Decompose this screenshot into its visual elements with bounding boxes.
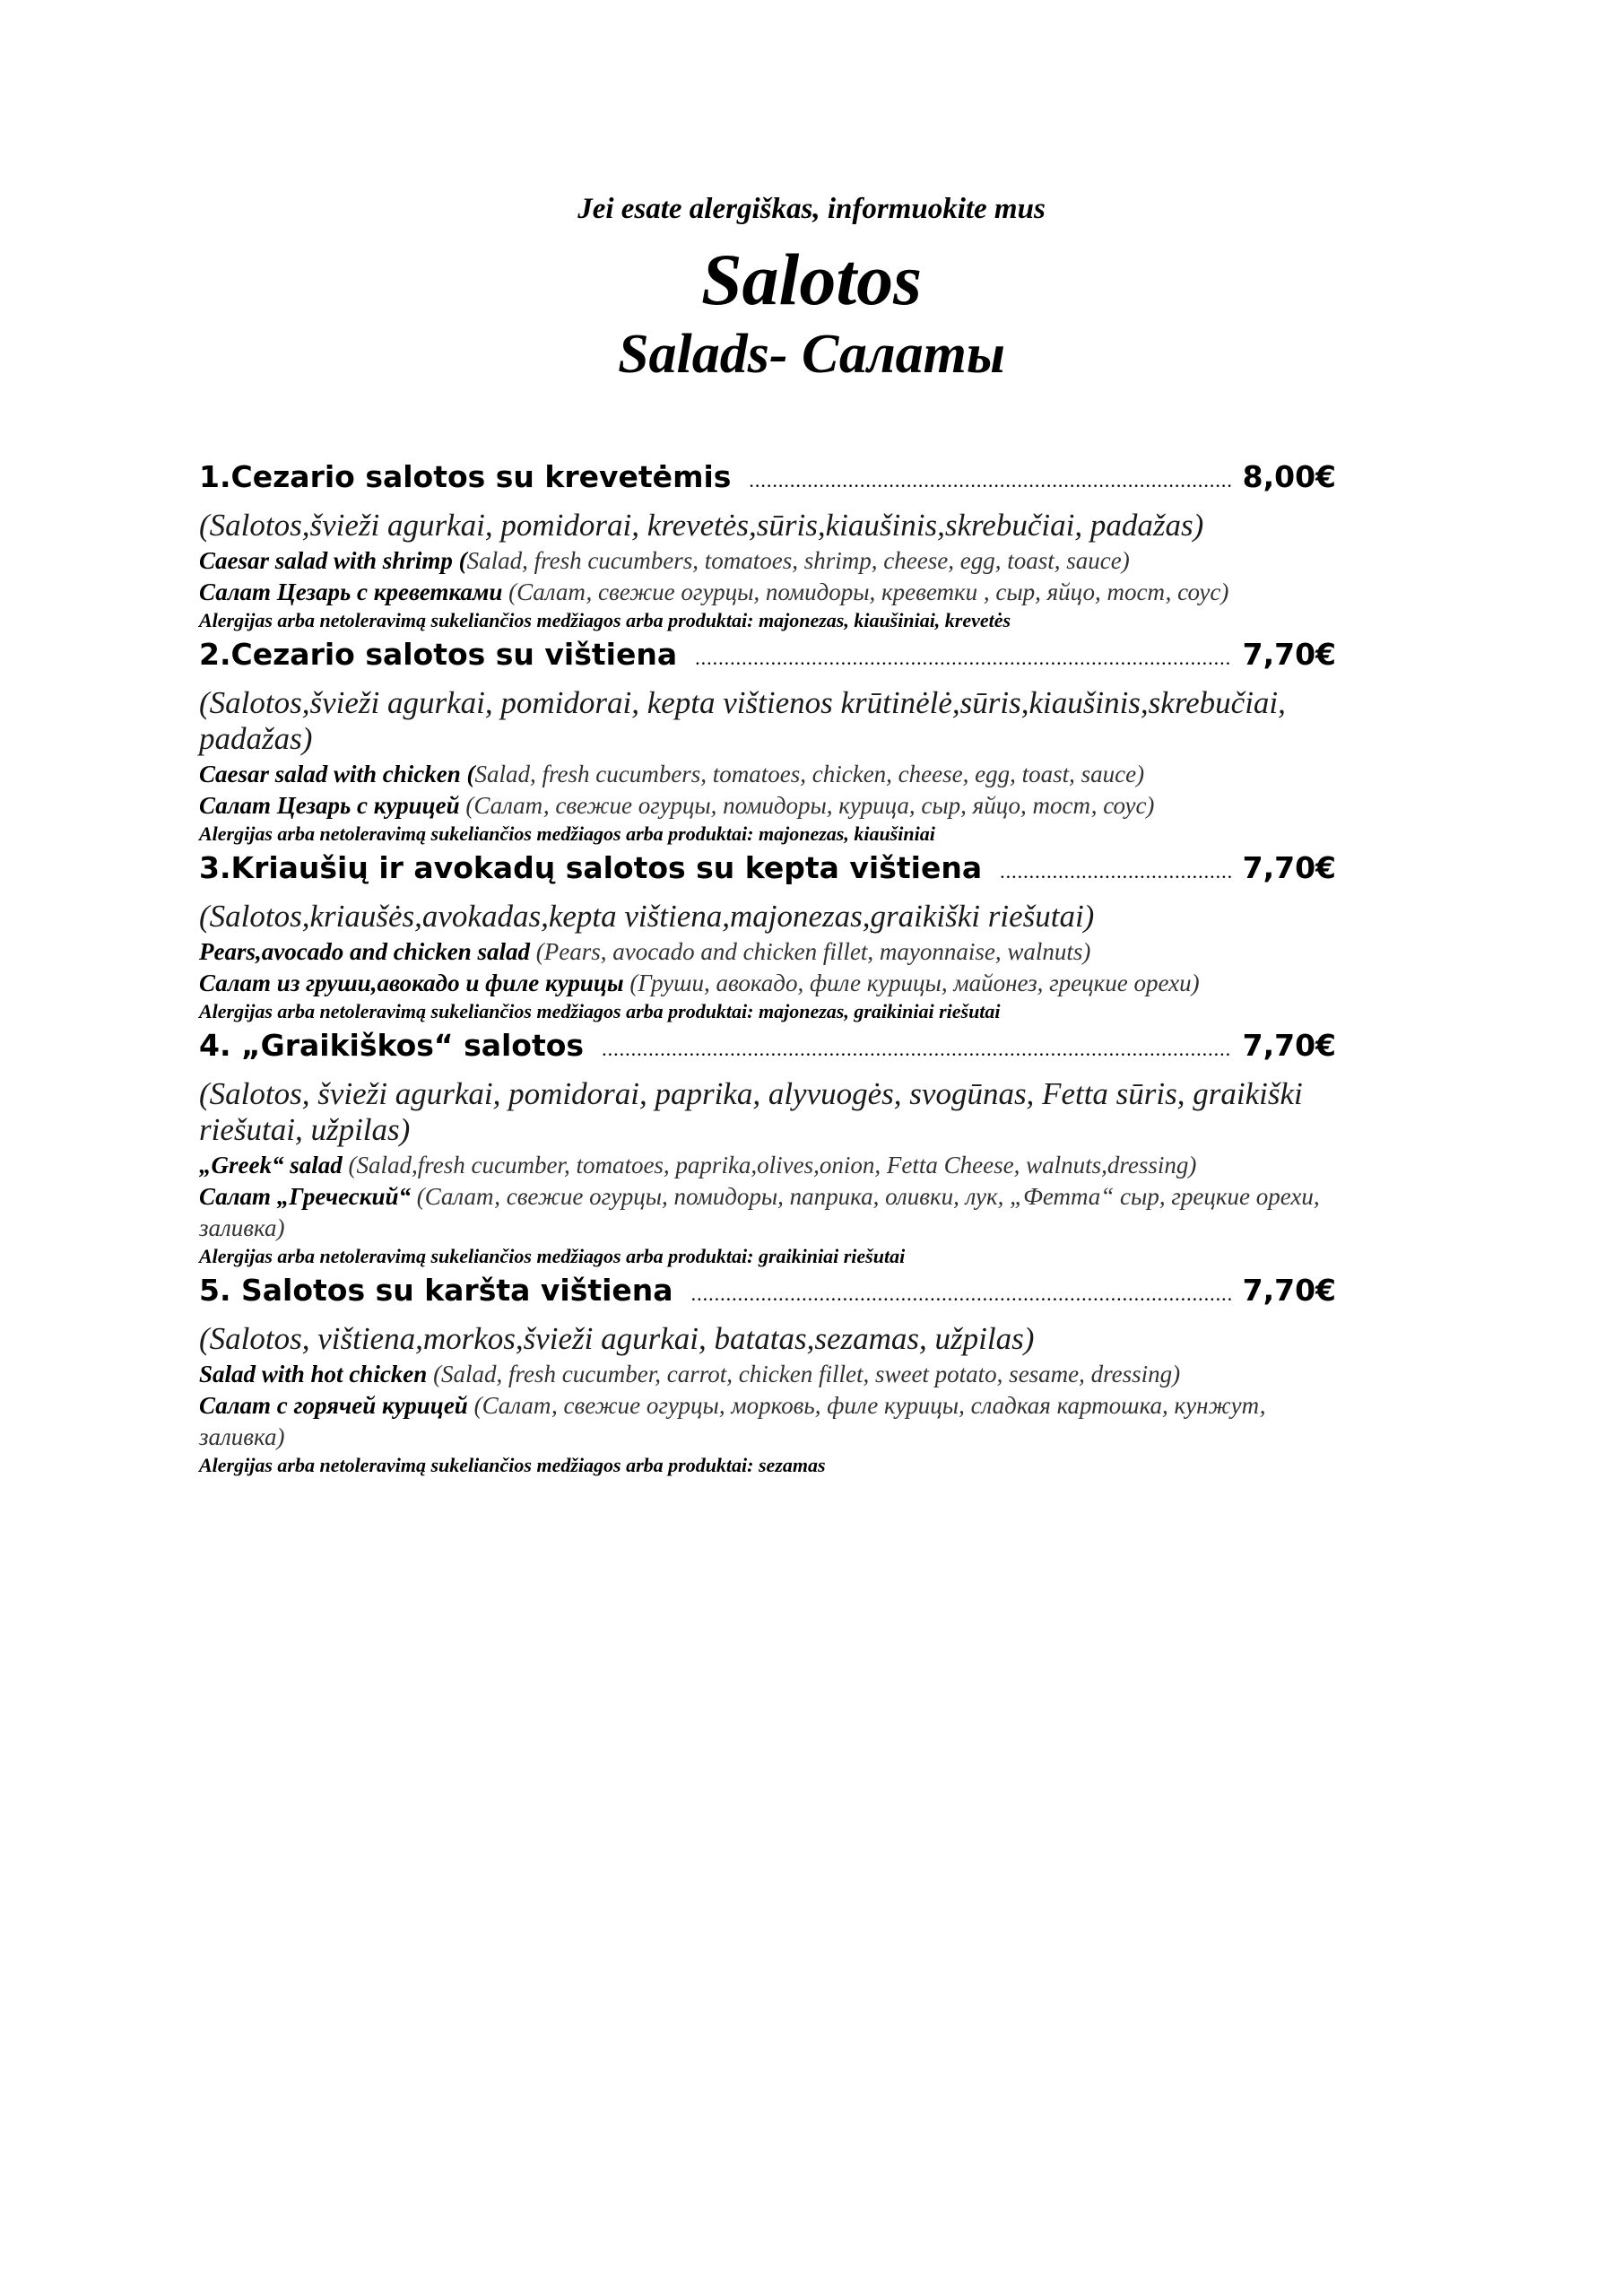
- item-name: 2.Cezario salotos su vištiena: [199, 637, 678, 672]
- item-allergens: Alergijas arba netoleravimą sukeliančios medžiagos arba produktai: majonezas, kiaušiniai, krevetės: [199, 609, 1011, 631]
- item-name-ru: Салат Цезарь с креветками: [199, 578, 503, 605]
- menu-item: [199, 637, 1336, 847]
- item-description-lt: (Salotos, vištiena,morkos,švieži agurkai, batatas,sezamas, užpilas): [199, 1321, 1035, 1356]
- item-desc-ru: (Салат, свежие огурцы, помидоры, курица, сыр, яйцо, тост, соус): [459, 792, 1155, 819]
- item-name-ru: Салат Цезарь с курицей: [199, 792, 460, 819]
- item-name-en: Salad with hot chicken: [199, 1361, 428, 1387]
- menu-item: [199, 1273, 1336, 1478]
- menu-item: [199, 850, 1336, 1024]
- item-name-en: „Greek“ salad: [199, 1152, 343, 1178]
- item-desc-ru: (Салат, свежие огурцы, помидоры, паприка, оливки, лук, „Фетта“ сыр, грецкие орехи, заливка): [199, 1183, 1320, 1241]
- item-price: 7,70€: [1242, 1273, 1336, 1308]
- dot-leader: [695, 647, 1232, 670]
- item-price: 7,70€: [1242, 1028, 1336, 1063]
- item-allergens: Alergijas arba netoleravimą sukeliančios medžiagos arba produktai: majonezas, kiaušiniai: [199, 822, 935, 845]
- item-description-en: [199, 936, 1336, 968]
- item-desc-en: (Salad,fresh cucumber, tomatoes, paprika,olives,onion, Fetta Cheese, walnuts,dressing): [342, 1152, 1197, 1178]
- menu-item: [199, 1028, 1336, 1269]
- item-name-ru: Салат с горячей курицей: [199, 1392, 468, 1419]
- item-allergens: Alergijas arba netoleravimą sukeliančios medžiagos arba produktai: sezamas: [199, 1454, 826, 1476]
- dot-leader: [691, 1283, 1232, 1306]
- menu-item: [199, 459, 1336, 633]
- item-price: 8,00€: [1242, 459, 1336, 494]
- item-name-ru: Салат из груши,авокадо и филе курицы: [199, 970, 624, 996]
- item-description-ru: [199, 1181, 1336, 1244]
- item-description-lt: (Salotos,švieži agurkai, pomidorai, krevetės,sūris,kiaušinis,skrebučiai, padažas): [199, 508, 1204, 543]
- item-allergens: Alergijas arba netoleravimą sukeliančios medžiagos arba produktai: graikiniai riešutai: [199, 1245, 906, 1267]
- item-description-ru: [199, 577, 1336, 608]
- item-desc-en: (Salad, fresh cucumber, carrot, chicken fillet, sweet potato, sesame, dressing): [427, 1361, 1181, 1387]
- item-desc-ru: (Груши, авокадо, филе курицы, майонез, грецкие орехи): [623, 970, 1200, 996]
- item-description-lt: (Salotos,švieži agurkai, pomidorai, kepta vištienos krūtinėlė,sūris,kiaušinis,skrebučiai, padažas): [199, 685, 1286, 756]
- item-description-lt: (Salotos, švieži agurkai, pomidorai, paprika, alyvuogės, svogūnas, Fetta sūris, graikiški riešutai, užpilas): [199, 1076, 1303, 1147]
- item-desc-en: (Pears, avocado and chicken fillet, mayonnaise, walnuts): [529, 938, 1091, 965]
- item-price: 7,70€: [1242, 637, 1336, 672]
- item-allergens: Alergijas arba netoleravimą sukeliančios medžiagos arba produktai: majonezas, graikiniai riešutai: [199, 1000, 1001, 1022]
- item-name: 4. „Graikiškos“ salotos: [199, 1028, 585, 1063]
- page-title: Salotos: [700, 239, 923, 320]
- item-description-lt: (Salotos,kriaušės,avokadas,kepta vištiena,majonezas,graikiški riešutai): [199, 899, 1095, 934]
- item-name-en: Pears,avocado and chicken salad: [199, 938, 530, 965]
- item-desc-ru: (Салат, свежие огурцы, помидоры, креветки , сыр, яйцо, тост, соус): [502, 578, 1229, 605]
- item-header: [199, 1273, 1336, 1319]
- item-name-ru: Салат „Греческий“: [199, 1183, 411, 1210]
- item-name-en: Caesar salad with chicken (: [199, 761, 475, 787]
- item-header: [199, 1028, 1336, 1074]
- item-header: [199, 459, 1336, 506]
- item-name-en: Caesar salad with shrimp (: [199, 547, 467, 574]
- page-subtitle: Salads- Салаты: [618, 324, 1005, 385]
- item-description-en: [199, 1359, 1336, 1390]
- dot-leader: [602, 1038, 1232, 1061]
- item-description-ru: [199, 1390, 1336, 1453]
- item-description-en: [199, 545, 1336, 577]
- dot-leader: [1000, 860, 1232, 883]
- item-name: 3.Kriaušių ir avokadų salotos su kepta vištiena: [199, 850, 983, 885]
- item-name: 5. Salotos su karšta vištiena: [199, 1273, 673, 1308]
- item-name: 1.Cezario salotos su krevetėmis: [199, 459, 732, 494]
- item-desc-ru: (Салат, свежие огурцы, морковь, филе курицы, сладкая картошка, кунжут, заливка): [199, 1392, 1266, 1450]
- dot-leader: [749, 469, 1231, 492]
- item-header: [199, 850, 1336, 897]
- allergy-notice: Jei esate alergiškas, informuokite mus: [577, 193, 1046, 225]
- item-price: 7,70€: [1242, 850, 1336, 885]
- item-description-en: [199, 759, 1336, 790]
- item-desc-en: Salad, fresh cucumbers, tomatoes, shrimp, cheese, egg, toast, sauce): [466, 547, 1130, 574]
- item-description-ru: [199, 968, 1336, 999]
- item-desc-en: Salad, fresh cucumbers, tomatoes, chicken, cheese, egg, toast, sauce): [474, 761, 1145, 787]
- item-header: [199, 637, 1336, 683]
- menu-list: [199, 459, 1336, 1482]
- item-description-ru: [199, 790, 1336, 822]
- item-description-en: [199, 1150, 1336, 1181]
